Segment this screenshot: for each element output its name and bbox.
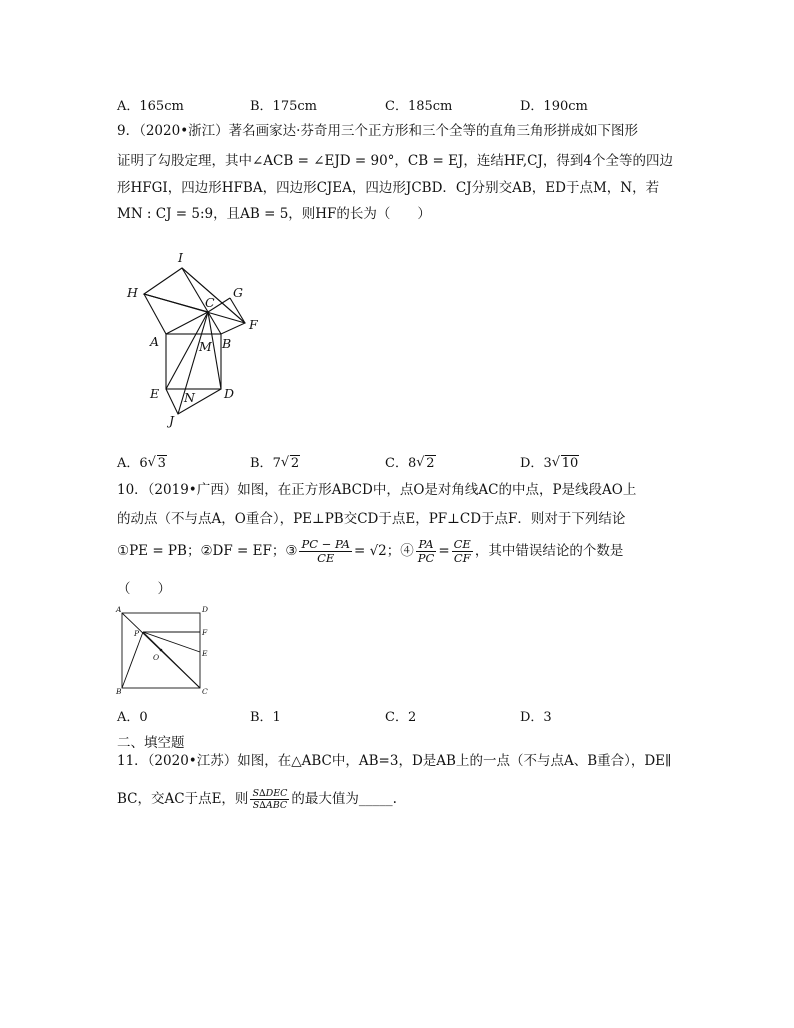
q8-option-d: D．190cm [520, 99, 588, 114]
fig10-label-o: O [153, 653, 160, 662]
q10-fraction-4-right: $\frac{CE}{CF}$ [453, 537, 471, 565]
q9-option-c: C．8 √ 2 [385, 455, 435, 471]
q10-fraction-4-left: $\frac{PA}{PC}$ [417, 537, 435, 565]
q10-conclusion-1: ①PE = PB； [117, 543, 201, 559]
fig9-label-j: J [169, 413, 175, 428]
q10-line-1: 10．（2019•广西）如图，在正方形ABCD中，点O是对角线AC的中点，P是线段AO上 [117, 482, 637, 498]
fig9-label-m: M [199, 339, 212, 354]
q8-option-c: C．185cm [385, 99, 453, 114]
q10-conclusions: ①PE = PB；②DF = EF；③ $\frac{PC - PA}{CE}$ = √2；④ $\frac{PA}{PC}$ = $\frac{CE}{CF}$ ，其中错误结论的个数是 [117, 537, 624, 565]
fig9-label-b: B [222, 336, 232, 351]
fig9-label-c: C [205, 295, 215, 310]
q11-area-ratio-fraction: $\frac{\text{S∆DEC}}{\text{S∆ABC}}$ [252, 788, 288, 811]
q10-conclusion-2: ②DF = EF； [200, 543, 286, 559]
q9-option-a: A．6 √ 3 [117, 455, 166, 471]
q9-pythagoras-figure [118, 245, 268, 430]
fig10-label-d: D [202, 605, 209, 614]
fig9-label-e: E [150, 386, 160, 401]
q8-option-b: B．175cm [250, 99, 317, 114]
fig9-label-a: A [150, 334, 160, 349]
q10-answer-paren: （ ） [117, 581, 171, 597]
q10-option-a: A．0 [117, 710, 148, 725]
fig9-label-i: I [178, 250, 183, 265]
q10-question-tail: ，其中错误结论的个数是 [474, 543, 624, 559]
q10-option-c: C．2 [385, 710, 417, 725]
fig10-label-a: A [116, 605, 122, 614]
q10-line-2: 的动点（不与点A，O重合），PE⊥PB交CD于点E，PF⊥CD于点F．则对于下列结论 [117, 511, 626, 527]
q10-option-b: B．1 [250, 710, 281, 725]
q10-fraction-3: $\frac{PC - PA}{CE}$ [301, 537, 350, 565]
section-fill-in-heading: 二、填空题 [117, 735, 185, 751]
fig9-label-d: D [224, 386, 235, 401]
q10-option-d: D．3 [520, 710, 552, 725]
q9-line-2: 证明了勾股定理，其中∠ACB = ∠EJD = 90°，CB = EJ，连结HF,CJ，得到4个全等的四边 [117, 153, 673, 169]
q9-line-3: 形HFGI，四边形HFBA，四边形CJEA，四边形JCBD．CJ分别交AB，ED于点M，N，若 [117, 180, 660, 196]
q8-option-a: A．165cm [117, 99, 184, 114]
fig10-label-f: F [202, 628, 208, 637]
q10-square-figure [114, 605, 214, 697]
q11-line-1: 11．（2020•江苏）如图，在△ABC中，AB=3，D是AB上的一点（不与点A、B重合），DE∥ [117, 753, 672, 769]
fig10-label-e: E [202, 649, 208, 658]
fig9-label-n: N [184, 390, 195, 405]
q9-line-1: 9．（2020•浙江）著名画家达·芬奇用三个正方形和三个全等的直角三角形拼成如下图形 [117, 123, 638, 139]
q9-option-d: D．3 √ 10 [520, 455, 579, 471]
q11-line-2: BC，交AC于点E，则 $\frac{\text{S∆DEC}}{\text{S∆ABC}}$ 的最大值为_____. [117, 788, 397, 811]
q9-line-4: MN : CJ = 5:9，且AB = 5，则HF的长为（ ） [117, 206, 431, 222]
fig10-label-c: C [202, 687, 208, 696]
fig9-label-f: F [249, 317, 258, 332]
fig10-label-b: B [116, 687, 122, 696]
q9-option-b: B．7 √ 2 [250, 455, 300, 471]
fig9-label-h: H [127, 285, 138, 300]
fig9-label-g: G [233, 285, 243, 300]
fig10-label-p: P [134, 629, 140, 638]
